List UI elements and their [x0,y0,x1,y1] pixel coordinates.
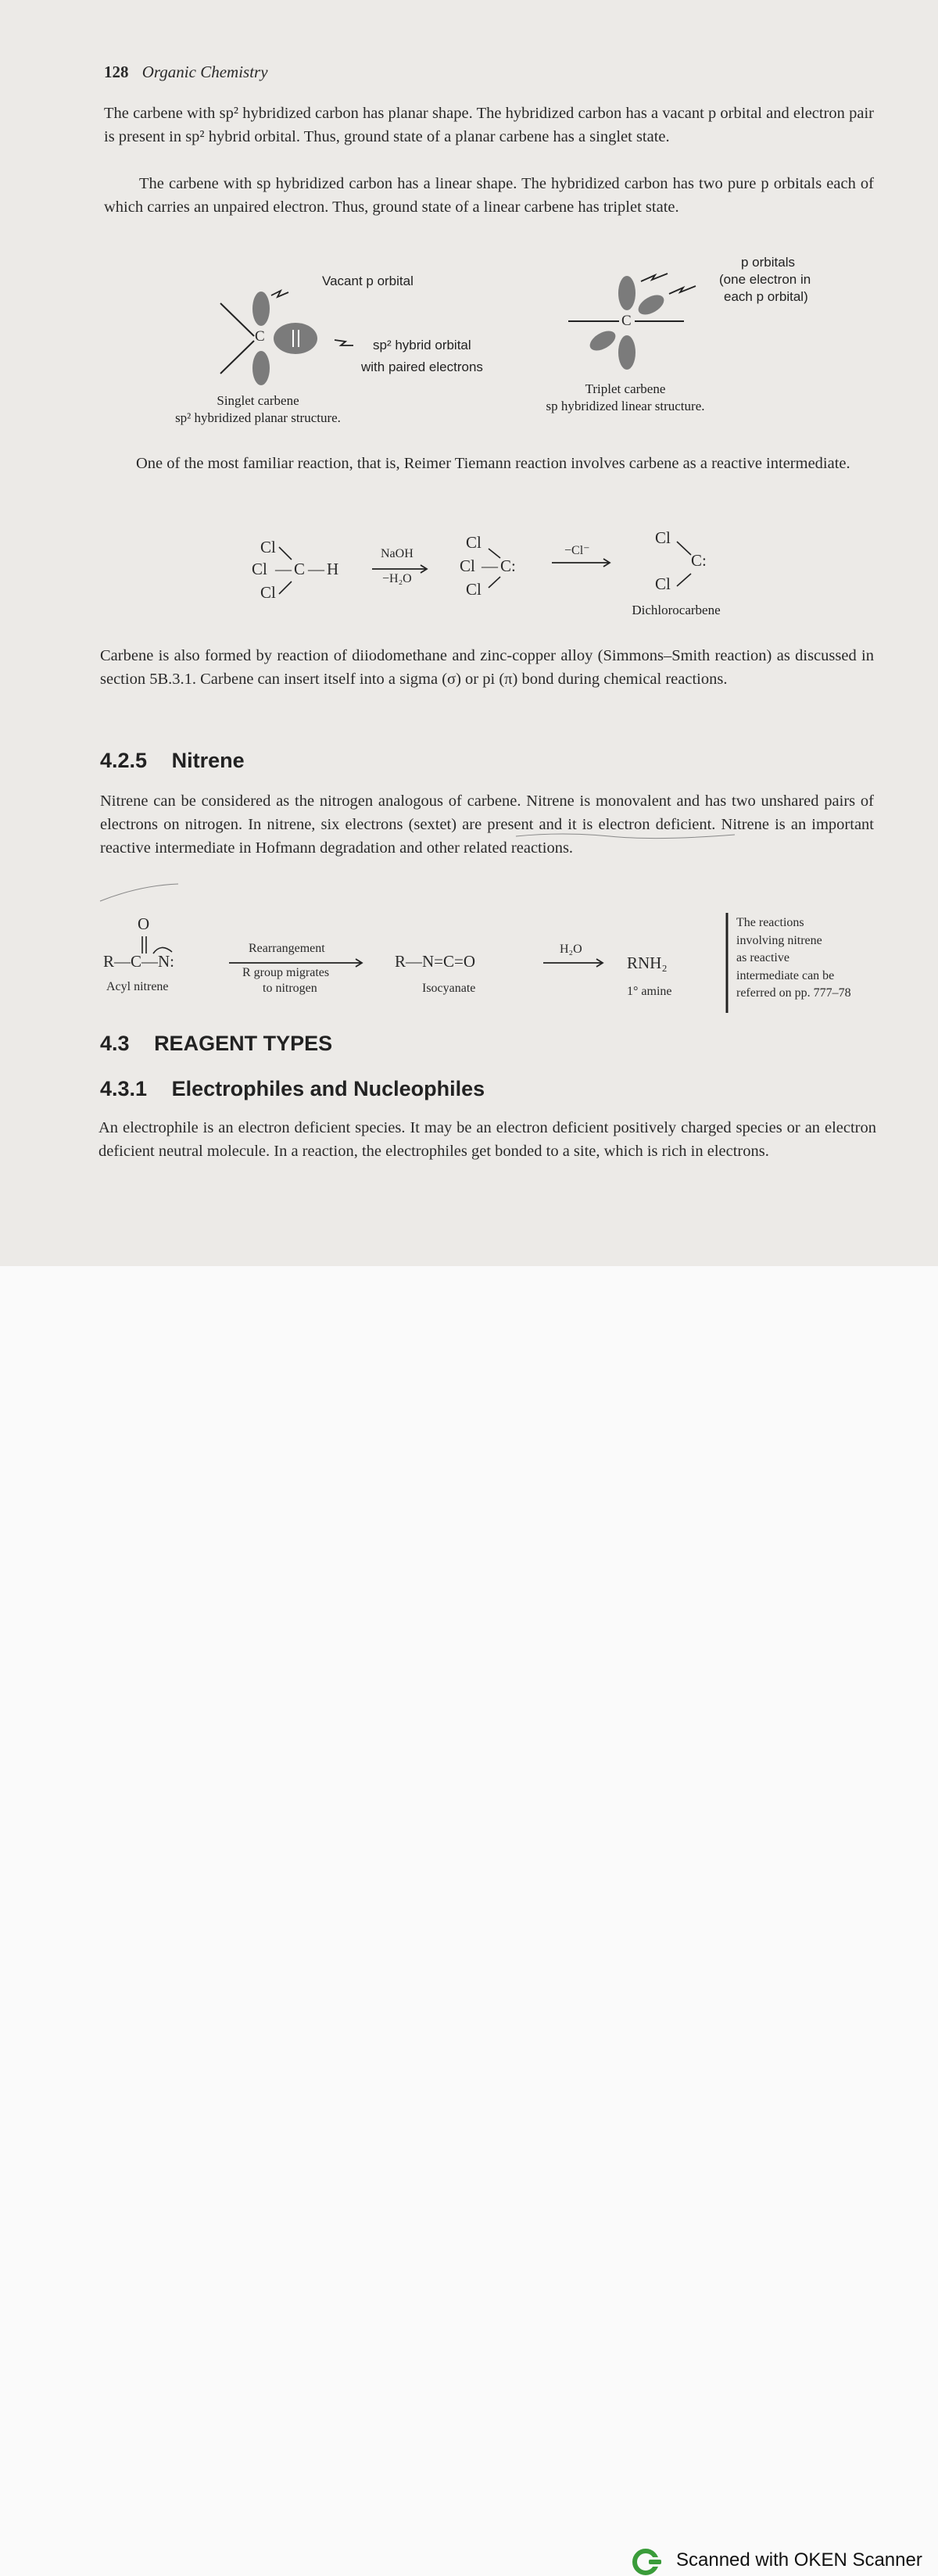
scanner-watermark-text: Scanned with OKEN Scanner [676,2549,922,2571]
acyl-nitrene-formula: R—C—N: [103,952,175,971]
triplet-structure-caption: sp hybridized linear structure. [546,399,705,413]
paragraph-reimer: One of the most familiar reaction, that is, Reimer Tiemann reaction involves carbene as a reactive intermediate. [136,455,850,472]
carbene-orbital-figure [0,0,938,1266]
triplet-p-lobe-bottom [618,335,635,370]
isocyanate-label: Isocyanate [422,982,476,995]
paragraph-electrophile: An electrophile is an electron deficient species. It may be an electron deficient positively charged species or an electron deficient neutral molecule. In a reaction, the electrophiles get bonded to a site, which is rich in electrons. [98,1119,876,1160]
section-heading-reagent-types [100,1032,332,1056]
water-reagent: H₂O [560,943,582,956]
p-orbital-pointer-2 [669,286,696,294]
reimer-water-loss: −H₂O [382,572,412,585]
section-number-reagent-types: 4.3 [100,1032,130,1055]
paired-electrons-label: with paired electrons [361,360,483,374]
paragraph-triplet: The carbene with sp hybridized carbon has a linear shape. The hybridized carbon has two pure p orbitals each of which carries an unpaired electron. Thus, ground state of a linear carbene has triplet state. [104,175,874,216]
section-number-nitrene: 4.2.5 [100,749,148,772]
side-note-line-4: intermediate can be [736,968,835,982]
singlet-vacant-p-lobe-bottom [252,351,270,385]
chcl3-hydrogen: H [327,560,339,578]
migration-label: R group migrates [242,966,330,979]
chcl3-dash-2: — [308,560,324,578]
chcl3-cl-left: Cl [252,560,267,578]
sp2-orbital-label: sp² hybrid orbital [373,338,471,352]
section-title-reagent-types: REAGENT TYPES [154,1032,333,1055]
singlet-structure-caption: sp² hybridized planar structure. [175,410,341,425]
p-orbitals-note-2: each p orbital) [724,289,808,304]
chcl3-cl-top: Cl [260,538,276,556]
vacant-p-orbital-label: Vacant p orbital [322,274,414,288]
isocyanate-formula: R—N=C=O [395,952,476,971]
ccl2-cl-bottom: Cl [655,574,671,593]
chcl3-carbon: C [294,560,306,578]
ccl3-carbanion: C: [500,556,516,575]
section-title-nitrene: Nitrene [171,749,245,772]
side-note-line-2: involving nitrene [736,933,822,947]
migration-target-label: to nitrogen [263,982,317,995]
ccl3-cl-bottom: Cl [466,580,482,599]
singlet-sp2-lobe [274,323,317,354]
dichlorocarbene-label: Dichlorocarbene [632,603,721,617]
side-note-line-3: as reactive [736,951,789,964]
sp2-pointer-arrow [335,340,353,345]
section-heading-nitrene [100,749,245,773]
chcl3-cl-bottom: Cl [260,583,276,602]
triplet-py-lobe-right [635,291,667,318]
acyl-nitrene-oxygen: O [138,914,150,933]
singlet-bond-upper [220,303,254,336]
triplet-carbon: C [621,313,632,329]
ccl3-bond-bottom [489,577,500,588]
triplet-p-lobe-top [618,276,635,310]
triplet-py-lobe-left [586,327,618,354]
paragraph-singlet: The carbene with sp² hybridized carbon has planar shape. The hybridized carbon has a vacant p orbital and electron pair is present in sp² hybrid orbital. Thus, ground state of a planar carbene has a singlet state. [104,105,874,145]
chcl3-bond-bottom [279,581,292,594]
page-number: 128 [104,63,129,81]
book-page [0,0,938,1266]
p-orbital-pointer-1 [641,274,668,281]
ccl2-bond-top [677,542,691,555]
p-orbitals-note-1: (one electron in [719,272,811,287]
singlet-caption: Singlet carbene [217,393,299,408]
triplet-caption: Triplet carbene [585,381,666,396]
section-title-electrophiles: Electrophiles and Nucleophiles [171,1077,485,1100]
ccl2-bond-bottom [677,574,691,586]
chloride-loss: −Cl⁻ [564,544,590,557]
chcl3-dash-1: — [275,560,292,578]
section-number-electrophiles: 4.3.1 [100,1077,148,1100]
side-note-line-5: referred on pp. 777–78 [736,986,851,1000]
scanner-footer [0,1266,938,2571]
chcl3-bond-top [279,547,292,560]
ccl3-cl-left: Cl [460,556,475,575]
singlet-bond-lower [220,341,254,374]
running-title: Organic Chemistry [141,63,268,81]
ccl3-cl-top: Cl [466,533,482,552]
side-note-line-1: The reactions [736,916,804,929]
side-note [736,914,851,1003]
pen-mark [100,884,178,901]
singlet-vacant-p-lobe-top [252,292,270,326]
acyl-nitrene-label: Acyl nitrene [106,980,169,993]
ccl2-carbene: C: [691,551,707,570]
singlet-carbon: C [255,328,265,345]
paragraph-simmons-smith: Carbene is also formed by reaction of diiodomethane and zinc-copper alloy (Simmons–Smith reaction) as discussed in section 5B.3.1. Carbene can insert itself into a sigma (σ) or pi (π) bond during chemical reactions. [100,647,874,688]
paragraph-nitrene: Nitrene can be considered as the nitrogen analogous of carbene. Nitrene is monovalent and has two unshared pairs of electrons on nitrogen. In nitrene, six electrons (sextet) are present and it is electron deficient. Nitrene is an important reactive intermediate in Hofmann degradation and other related reactions. [100,792,874,857]
reimer-reagent: NaOH [381,547,414,560]
p-orbitals-label: p orbitals [741,255,795,270]
amine-formula: RNH₂ [627,953,668,972]
vacant-pointer-arrow [271,291,288,297]
oken-scanner-logo-icon [632,2548,663,2576]
rearrangement-label: Rearrangement [249,942,325,955]
amine-label: 1° amine [627,985,672,998]
ccl2-cl-top: Cl [655,528,671,547]
section-heading-electrophiles [100,1077,485,1101]
ccl3-dash: — [482,556,498,575]
